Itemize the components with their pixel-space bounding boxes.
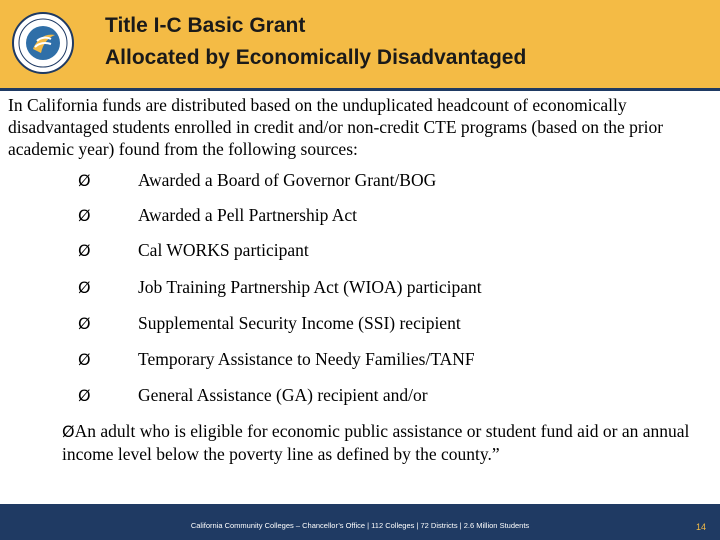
arrow-bullet-icon: Ø — [78, 314, 91, 333]
list-item — [78, 203, 357, 227]
arrow-bullet-icon: Ø — [78, 171, 91, 190]
footer-text: California Community Colleges – Chancellor’s Office | 112 Colleges | 72 Districts | 2.6 Million Students — [190, 521, 530, 530]
list-item-text: Awarded a Pell Partnership Act — [138, 205, 358, 225]
arrow-bullet-icon: Ø — [78, 278, 91, 297]
list-item — [78, 383, 428, 407]
arrow-bullet-icon: Ø — [78, 241, 91, 260]
final-item-text: An adult who is eligible for economic public assistance or student fund aid or an annual income level below the poverty line as defined by the county.” — [62, 421, 690, 464]
arrow-bullet-icon: Ø — [78, 206, 91, 225]
list-item-text: Supplemental Security Income (SSI) recipient — [138, 313, 461, 333]
list-item — [78, 238, 309, 262]
list-item — [78, 168, 436, 192]
list-item — [78, 275, 482, 299]
california-community-colleges-logo-icon — [11, 11, 75, 75]
intro-text-part2: in credit and/or non-credit CTE programs (based on the prior academic year) found from the following sources: — [8, 117, 664, 159]
list-item-text: Temporary Assistance to Needy Families/TANF — [138, 349, 475, 369]
slide-title — [105, 10, 526, 74]
intro-paragraph — [8, 94, 714, 160]
list-item-text: General Assistance (GA) recipient and/or — [138, 385, 428, 405]
title-line-2: Allocated by Economically Disadvantaged — [105, 46, 527, 69]
list-item-text: Job Training Partnership Act (WIOA) participant — [138, 277, 482, 297]
intro-text-part1: In California funds are distributed based on the — [8, 95, 343, 115]
list-item — [78, 347, 475, 371]
arrow-bullet-icon: Ø — [62, 422, 75, 441]
arrow-bullet-icon: Ø — [78, 386, 91, 405]
intro-text-bold: unduplicated headcount of economically disadvantaged students enrolled — [8, 95, 627, 137]
header-divider — [0, 88, 720, 91]
page-number: 14 — [695, 522, 706, 532]
list-item-text: Cal WORKS participant — [138, 240, 309, 260]
list-item — [78, 311, 461, 335]
title-line-1: Title I-C Basic Grant — [105, 14, 306, 37]
final-list-item — [62, 420, 712, 466]
arrow-bullet-icon: Ø — [78, 350, 91, 369]
list-item-text: Awarded a Board of Governor Grant/BOG — [138, 170, 437, 190]
